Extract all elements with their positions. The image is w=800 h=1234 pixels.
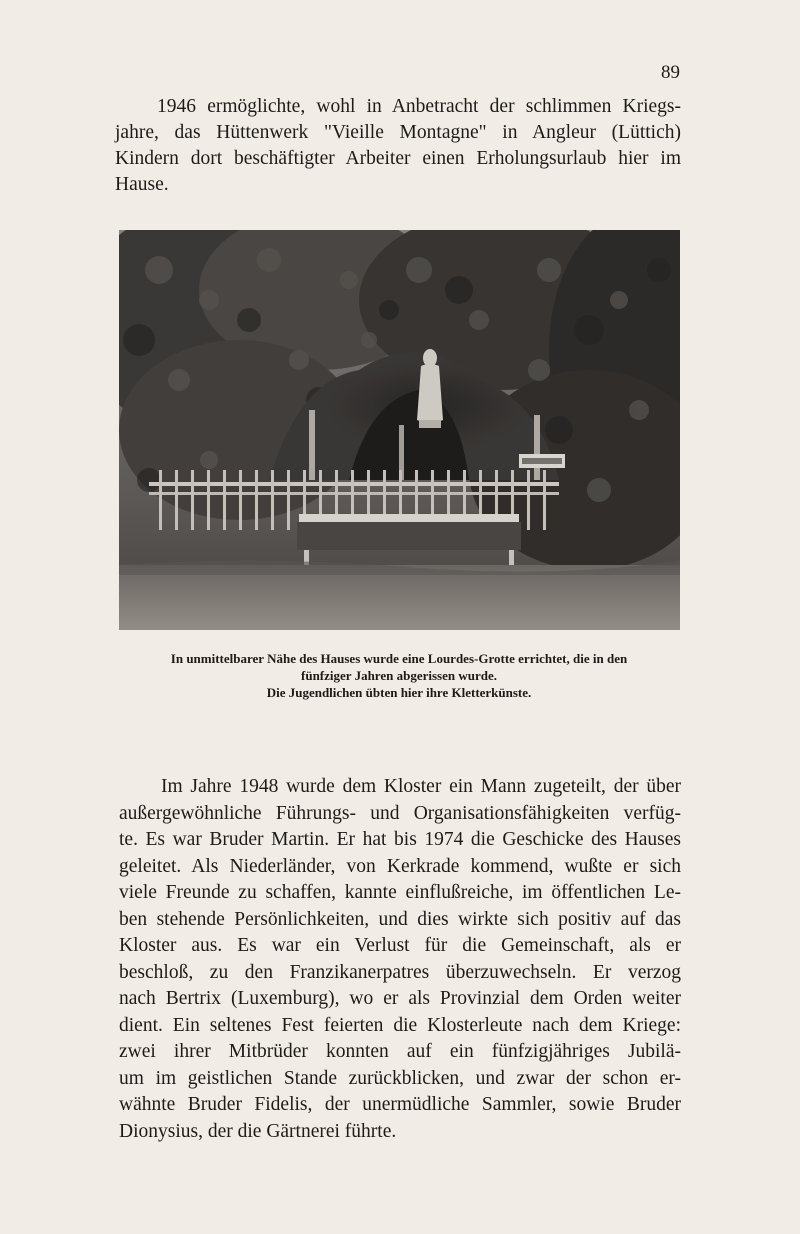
paragraph-line: geleitet. Als Niederländer, von Kerkrade kommend, wußte er sich [119,855,681,877]
paragraph-line: beschloß, zu den Franzikanerpatres überzuwechseln. Er verzog [119,961,681,983]
paragraph-line: Kindern dort beschäftigter Arbeiter einen Erholungsurlaub hier im [115,148,681,169]
main-paragraph [119,774,681,1145]
grotto-photo [119,230,680,630]
paragraph-line: dient. Ein seltenes Fest feierten die Klosterleute nach dem Kriege: [119,1014,681,1036]
paragraph-line: Dionysius, der die Gärtnerei führte. [119,1120,397,1142]
paragraph-line: nach Bertrix (Luxemburg), wo er als Provinzial dem Orden weiter [119,988,681,1009]
top-paragraph [115,94,681,198]
paragraph-line: te. Es war Bruder Martin. Er hat bis 1974 die Geschicke des Hauses [119,829,681,850]
paragraph-line: viele Freunde zu schaffen, kannte einflußreiche, im öffentlichen Le- [119,882,681,903]
grotto-photo-image [119,230,680,630]
paragraph-line: jahre, das Hüttenwerk "Vieille Montagne" in Angleur (Lüttich) [115,122,681,143]
caption-line: Die Jugendlichen übten hier ihre Kletterkünste. [266,685,532,700]
page-number: 89 [661,62,680,83]
paragraph-line: 1946 ermöglichte, wohl in Anbetracht der schlimmen Kriegs- [157,96,681,117]
paragraph-line: Hause. [115,174,169,195]
paragraph-line: Im Jahre 1948 wurde dem Kloster ein Mann zugeteilt, der über [161,776,681,797]
paragraph-line: zwei ihrer Mitbrüder konnten auf ein fünfzigjähriges Jubilä- [119,1041,681,1062]
paragraph-line: um im geistlichen Stande zurückblicken, und zwar der schon er- [119,1067,681,1089]
paragraph-line: außergewöhnliche Führungs- und Organisationsfähigkeiten verfüg- [119,802,681,824]
caption-line: In unmittelbarer Nähe des Hauses wurde eine Lourdes-Grotte errichtet, die in den [170,651,628,666]
photo-caption [110,650,688,701]
caption-line: fünfziger Jahren abgerissen wurde. [301,668,497,683]
paragraph-line: wähnte Bruder Fidelis, der unermüdliche Sammler, sowie Bruder [119,1094,681,1115]
paragraph-line: Kloster aus. Es war ein Verlust für die Gemeinschaft, als er [119,935,681,956]
paragraph-line: ben stehende Persönlichkeiten, und dies wirkte sich positiv auf das [119,908,681,930]
